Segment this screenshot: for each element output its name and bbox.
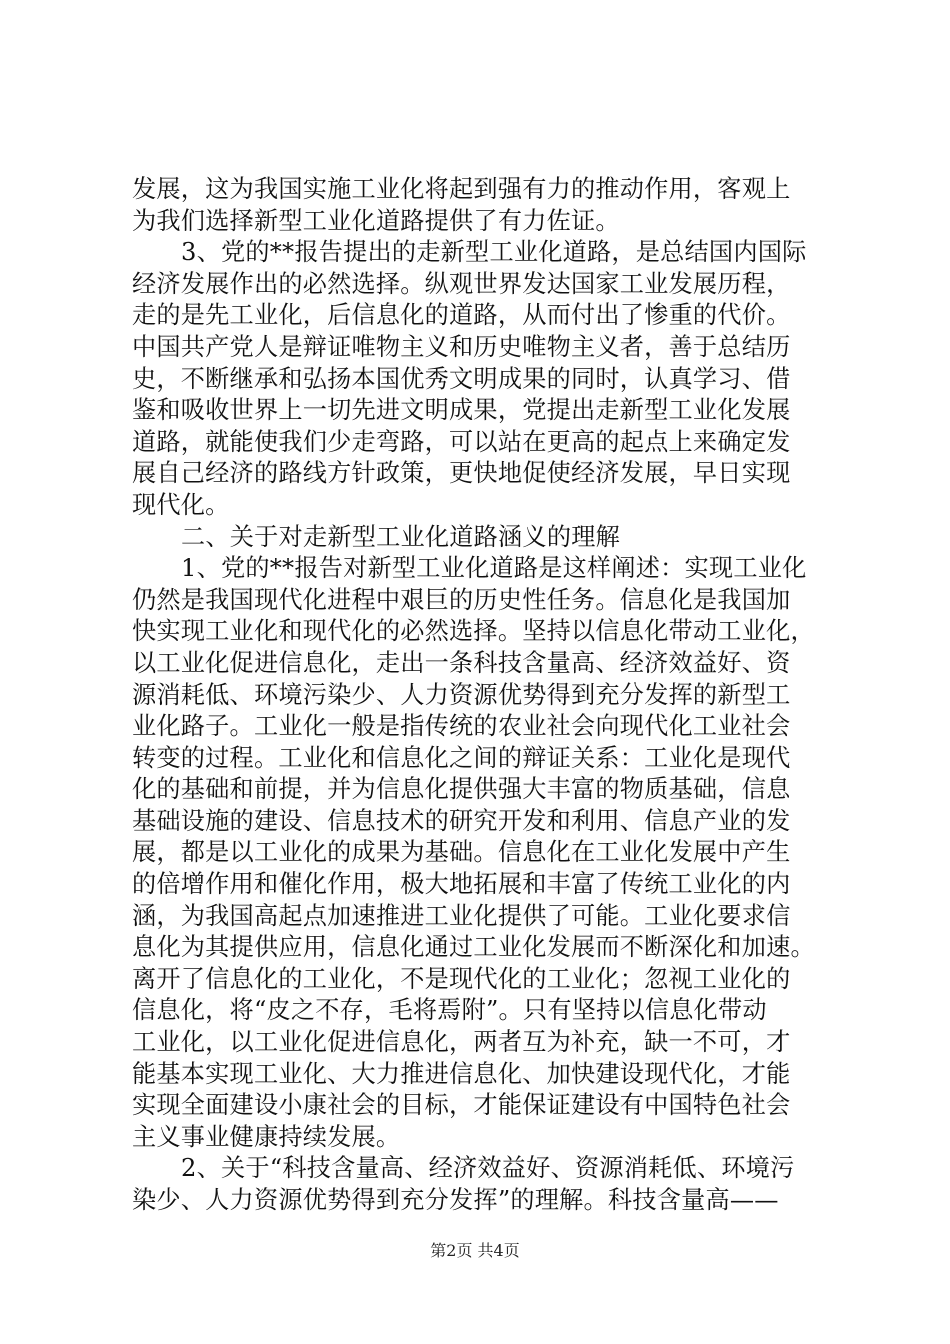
text-line: 工业化，以工业化促进信息化，两者互为补充，缺一不可，才 [132,1028,791,1057]
page-number-label: 第2页 共4页 [430,1241,520,1260]
text-line: 为我们选择新型工业化道路提供了有力佐证。 [132,206,620,235]
paragraph-start-line: 3、党的**报告提出的走新型工业化道路，是总结国内国际 [181,238,807,267]
text-line: 展自己经济的路线方针政策，更快地促使经济发展，早日实现 [132,459,791,488]
text-line: 快实现工业化和现代化的必然选择。坚持以信息化带动工业化， [132,617,815,646]
text-line: 道路，就能使我们少走弯路，可以站在更高的起点上来确定发 [132,427,791,456]
text-line: 主义事业健康持续发展。 [132,1122,401,1151]
page-footer [0,1241,950,1261]
paragraph-start-line: 2、关于“科技含量高、经济效益好、资源消耗低、环境污 [181,1154,795,1183]
text-line: 展，都是以工业化的成果为基础。信息化在工业化发展中产生 [132,838,791,867]
text-line: 中国共产党人是辩证唯物主义和历史唯物主义者，善于总结历 [132,332,791,361]
text-line: 以工业化促进信息化，走出一条科技含量高、经济效益好、资 [132,648,791,677]
section-heading: 二、关于对走新型工业化道路涵义的理解 [181,522,620,551]
text-line: 基础设施的建设、信息技术的研究开发和利用、信息产业的发 [132,806,791,835]
text-line: 涵，为我国高起点加速推进工业化提供了可能。工业化要求信 [132,901,791,930]
text-line: 息化为其提供应用，信息化通过工业化发展而不断深化和加速。 [132,933,815,962]
text-line: 能基本实现工业化、大力推进信息化、加快建设现代化，才能 [132,1059,791,1088]
text-line: 的倍增作用和催化作用，极大地拓展和丰富了传统工业化的内 [132,870,791,899]
text-line: 化的基础和前提，并为信息化提供强大丰富的物质基础，信息 [132,775,791,804]
document-body [132,174,832,1217]
text-line: 发展，这为我国实施工业化将起到强有力的推动作用，客观上 [132,175,791,203]
text-line: 仍然是我国现代化进程中艰巨的历史性任务。信息化是我国加 [132,585,791,614]
paragraph-start-line: 1、党的**报告对新型工业化道路是这样阐述：实现工业化 [181,554,807,583]
text-line: 现代化。 [132,490,230,519]
text-line: 转变的过程。工业化和信息化之间的辩证关系：工业化是现代 [132,743,791,772]
text-line: 经济发展作出的必然选择。纵观世界发达国家工业发展历程， [132,269,791,298]
text-line: 史，不断继承和弘扬本国优秀文明成果的同时，认真学习、借 [132,364,791,393]
text-line: 源消耗低、环境污染少、人力资源优势得到充分发挥的新型工 [132,680,791,709]
text-line: 离开了信息化的工业化，不是现代化的工业化；忽视工业化的 [132,964,791,993]
text-line: 鉴和吸收世界上一切先进文明成果，党提出走新型工业化发展 [132,396,791,425]
text-line: 染少、人力资源优势得到充分发挥”的理解。科技含量高—— [132,1186,779,1214]
text-line: 实现全面建设小康社会的目标，才能保证建设有中国特色社会 [132,1091,791,1120]
text-line: 信息化，将“皮之不存，毛将焉附”。只有坚持以信息化带动 [132,996,767,1025]
text-line: 走的是先工业化，后信息化的道路，从而付出了惨重的代价。 [132,301,791,330]
text-line: 业化路子。工业化一般是指传统的农业社会向现代化工业社会 [132,712,791,741]
